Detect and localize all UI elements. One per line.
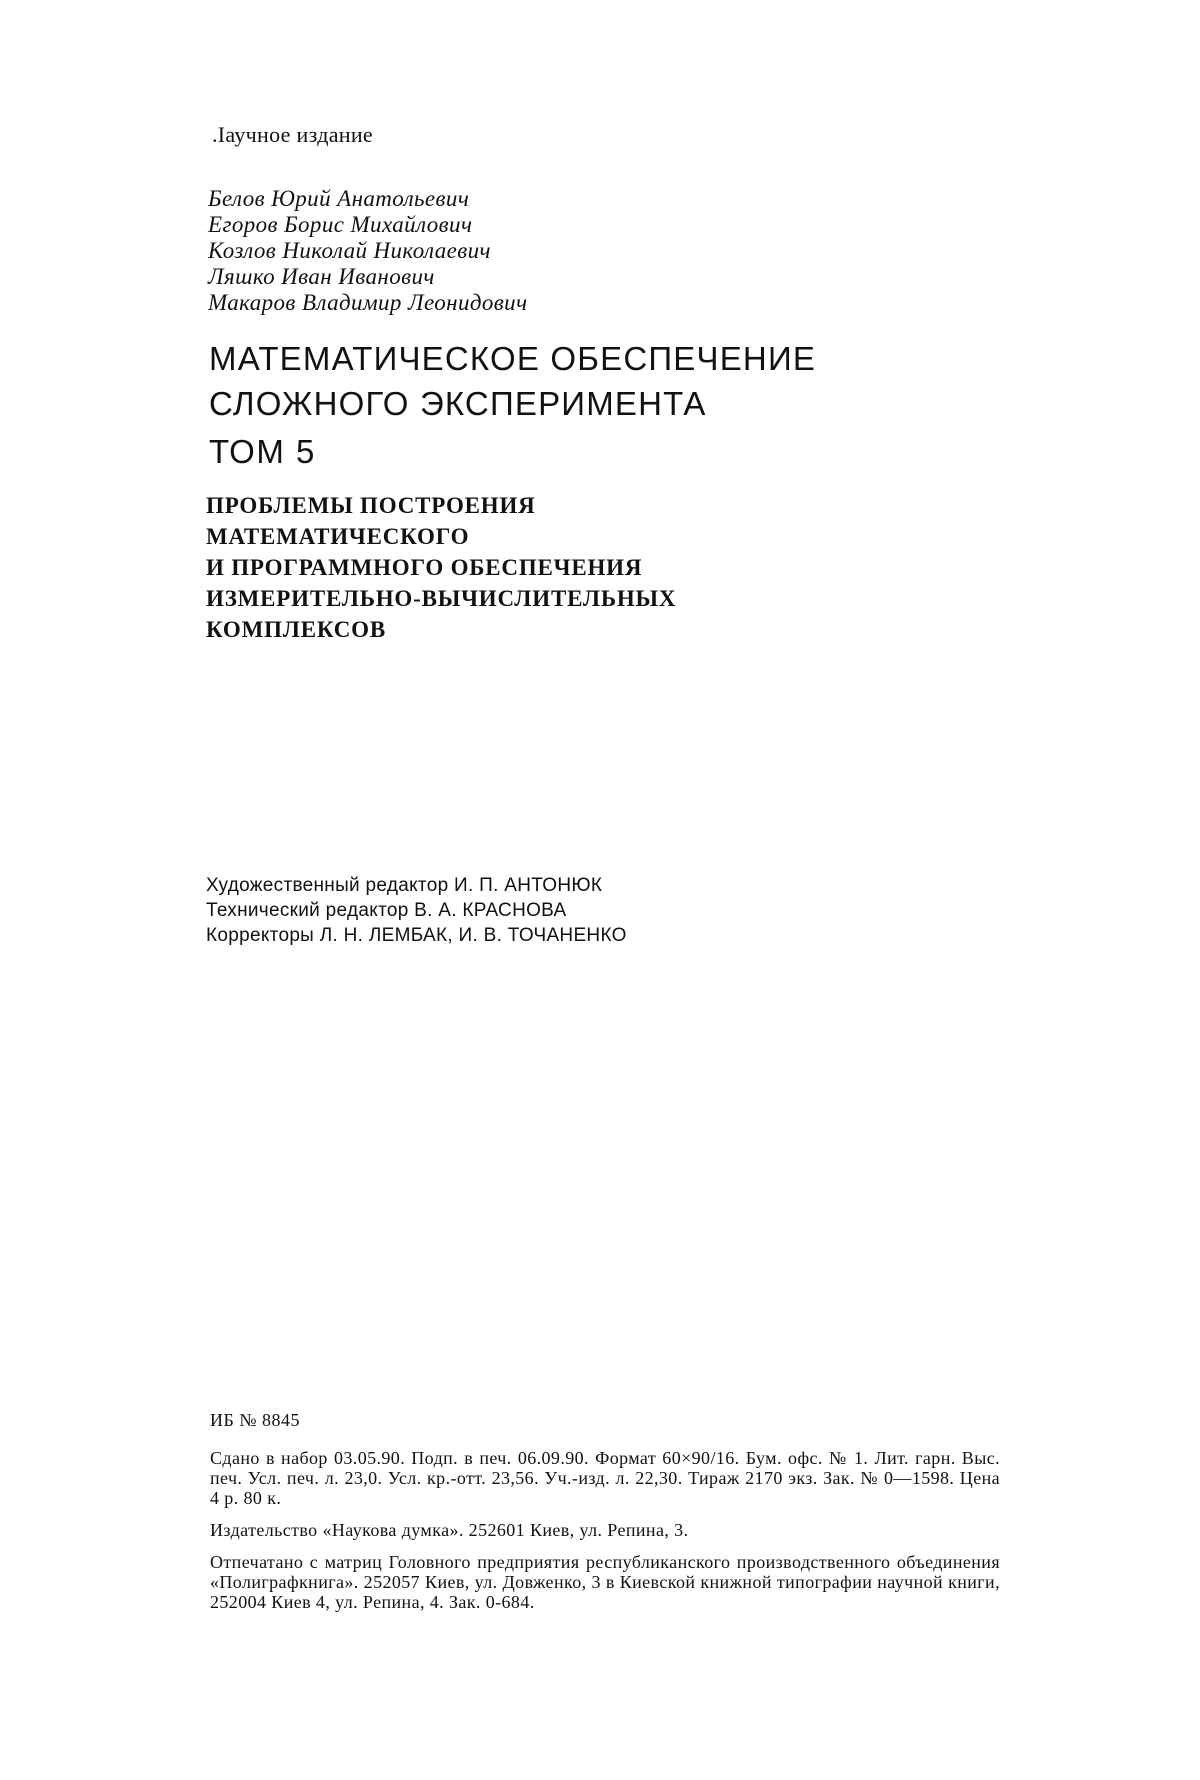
author-name: Белов Юрий Анатольевич xyxy=(208,186,470,211)
book-title-line: СЛОЖНОГО ЭКСПЕРИМЕНТА xyxy=(209,385,707,422)
subtitle-line: МАТЕМАТИЧЕСКОГО xyxy=(206,524,470,549)
printing-house: Отпечатано с матриц Головного предприятия республиканского производственного объединения «Полиграфкнига». 252057 Киев, ул. Довженко, 3 в Киевской книжной типографии научной книги, 252004 Киев 4, ул. Репина, 4. Зак. 0-684. xyxy=(210,1552,1000,1612)
edition-type: .Iаучное издание xyxy=(212,122,373,147)
proofreaders: Корректоры Л. Н. ЛЕМБАК, И. В. ТОЧАНЕНКО xyxy=(206,925,627,946)
author-name: Козлов Николай Николаевич xyxy=(208,238,491,263)
subtitle-line: И ПРОГРАММНОГО ОБЕСПЕЧЕНИЯ xyxy=(206,555,643,580)
volume-number: ТОМ 5 xyxy=(209,433,316,470)
authors-list xyxy=(208,186,527,316)
subtitle-line: ИЗМЕРИТЕЛЬНО-ВЫЧИСЛИТЕЛЬНЫХ xyxy=(206,586,677,611)
author-name: Егоров Борис Михайлович xyxy=(208,212,473,237)
ib-number: ИБ № 8845 xyxy=(210,1410,301,1430)
publisher-address: Издательство «Наукова думка». 252601 Киев, ул. Репина, 3. xyxy=(210,1520,689,1540)
subtitle-line: ПРОБЛЕМЫ ПОСТРОЕНИЯ xyxy=(206,493,536,518)
technical-editor: Технический редактор В. А. КРАСНОВА xyxy=(206,900,567,921)
editors-credits xyxy=(206,873,627,948)
print-details: Сдано в набор 03.05.90. Подп. в печ. 06.09.90. Формат 60×90/16. Бум. офс. № 1. Лит. гарн. Выс. печ. Усл. печ. л. 23,0. Усл. кр.-отт. 23,56. Уч.-изд. л. 22,30. Тираж 2170 экз. Зак. № 0—1598. Цена 4 р. 80 к. xyxy=(210,1448,1000,1508)
book-title-line: МАТЕМАТИЧЕСКОЕ ОБЕСПЕЧЕНИЕ xyxy=(209,340,817,377)
imprint-block xyxy=(210,1410,1000,1624)
author-name: Ляшко Иван Иванович xyxy=(208,264,435,289)
subtitle-line: КОМПЛЕКСОВ xyxy=(206,617,387,642)
book-title xyxy=(209,336,816,426)
volume-subtitle xyxy=(206,490,676,645)
art-editor: Художественный редактор И. П. АНТОНЮК xyxy=(206,875,603,896)
author-name: Макаров Владимир Леонидович xyxy=(208,290,528,315)
